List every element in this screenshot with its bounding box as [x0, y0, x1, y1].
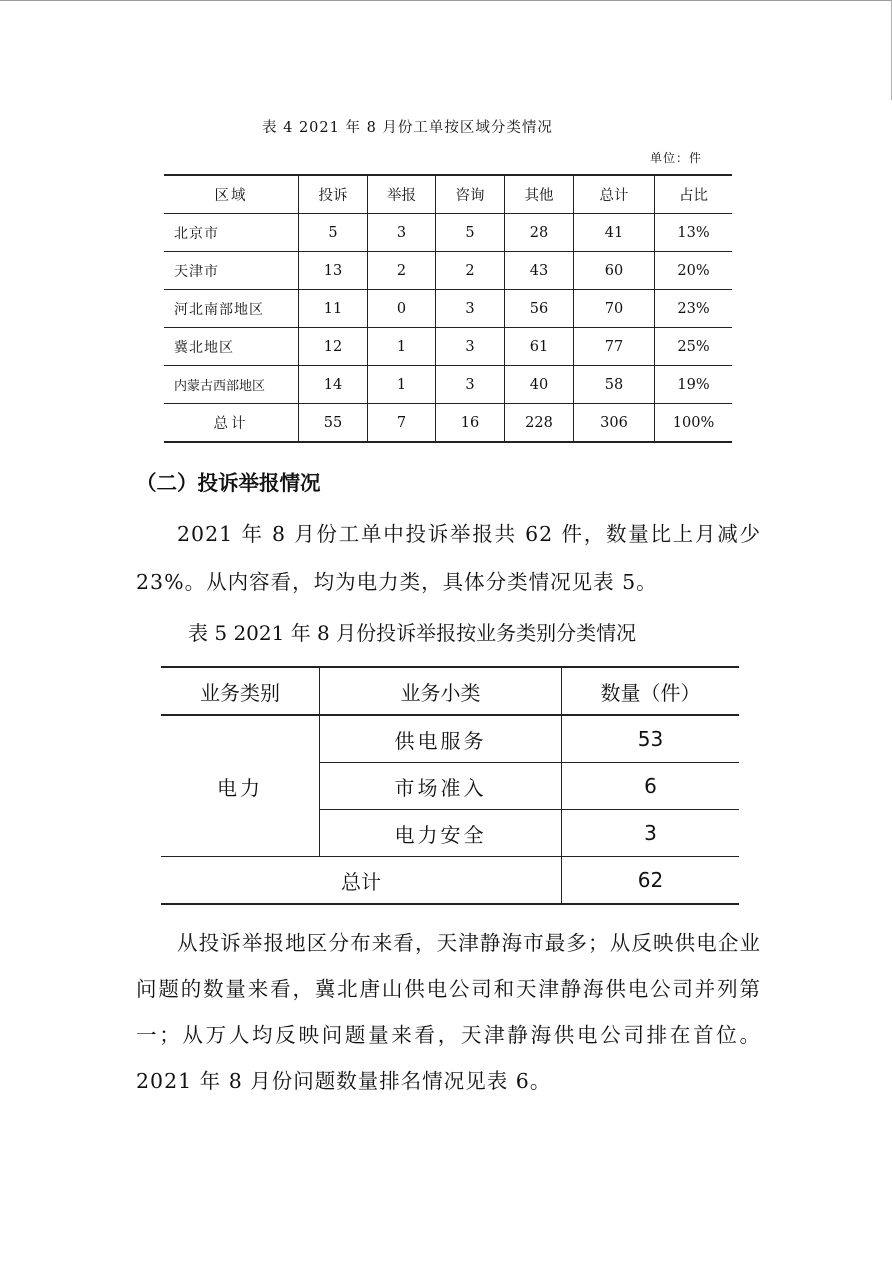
cell-complaint: 12 [299, 328, 368, 366]
table-header-row [164, 175, 732, 214]
cell-total-value: 62 [562, 857, 740, 905]
cell-complaint: 5 [299, 214, 368, 252]
cell-region: 内蒙古西部地区 [164, 366, 299, 404]
header-business-category: 业务类别 [161, 667, 320, 715]
cell-total-complaint: 55 [299, 404, 368, 443]
cell-region: 冀北地区 [164, 328, 299, 366]
cell-total: 77 [574, 328, 655, 366]
cell-complaint: 13 [299, 252, 368, 290]
cell-other: 61 [505, 328, 574, 366]
cell-complaint: 14 [299, 366, 368, 404]
cell-consult: 3 [436, 366, 505, 404]
table-row [164, 290, 732, 328]
cell-consult: 2 [436, 252, 505, 290]
table-row [164, 214, 732, 252]
cell-total: 70 [574, 290, 655, 328]
cell-total: 60 [574, 252, 655, 290]
header-region: 区域 [164, 175, 299, 214]
cell-count: 6 [562, 763, 740, 810]
header-report: 举报 [368, 175, 436, 214]
cell-region: 河北南部地区 [164, 290, 299, 328]
cell-consult: 5 [436, 214, 505, 252]
table-row [164, 328, 732, 366]
header-business-subcategory: 业务小类 [320, 667, 562, 715]
cell-report: 0 [368, 290, 436, 328]
header-consult: 咨询 [436, 175, 505, 214]
cell-share: 23% [655, 290, 733, 328]
cell-total-report: 7 [368, 404, 436, 443]
cell-share: 19% [655, 366, 733, 404]
cell-consult: 3 [436, 290, 505, 328]
section-heading: （二）投诉举报情况 [136, 471, 321, 495]
cell-count: 53 [562, 715, 740, 763]
header-count: 数量（件） [562, 667, 740, 715]
cell-subcategory: 市场准入 [320, 763, 562, 810]
table5-caption: 表 5 2021 年 8 月份投诉举报按业务类别分类情况 [188, 621, 637, 645]
cell-total-share: 100% [655, 404, 733, 443]
cell-subcategory: 供电服务 [320, 715, 562, 763]
cell-region: 北京市 [164, 214, 299, 252]
table-total-row [164, 404, 732, 443]
cell-share: 13% [655, 214, 733, 252]
cell-report: 1 [368, 366, 436, 404]
table-total-row [161, 857, 739, 905]
body-paragraph: 2021 年 8 月份工单中投诉举报共 62 件，数量比上月减少 23%。从内容看，均为电力类，具体分类情况见表 5。 [136, 522, 761, 594]
table4-unit: 单位：件 [650, 151, 703, 165]
cell-total-consult: 16 [436, 404, 505, 443]
cell-share: 25% [655, 328, 733, 366]
cell-other: 40 [505, 366, 574, 404]
cell-region: 天津市 [164, 252, 299, 290]
cell-consult: 3 [436, 328, 505, 366]
cell-report: 2 [368, 252, 436, 290]
cell-complaint: 11 [299, 290, 368, 328]
cell-report: 3 [368, 214, 436, 252]
business-category-table [161, 666, 739, 905]
header-other: 其他 [505, 175, 574, 214]
cell-total-other: 228 [505, 404, 574, 443]
cell-other: 28 [505, 214, 574, 252]
cell-subcategory: 电力安全 [320, 810, 562, 857]
cell-total: 41 [574, 214, 655, 252]
cell-share: 20% [655, 252, 733, 290]
table4-caption: 表 4 2021 年 8 月份工单按区域分类情况 [262, 120, 553, 136]
cell-report: 1 [368, 328, 436, 366]
cell-other: 56 [505, 290, 574, 328]
page-top-edge [0, 0, 892, 1]
table-row [164, 252, 732, 290]
cell-other: 43 [505, 252, 574, 290]
header-total: 总计 [574, 175, 655, 214]
cell-total-total: 306 [574, 404, 655, 443]
table-row [164, 366, 732, 404]
region-table [164, 174, 732, 443]
header-share: 占比 [655, 175, 733, 214]
table-header-row [161, 667, 739, 715]
cell-category: 电力 [161, 715, 320, 857]
cell-total-label: 总计 [164, 404, 299, 443]
cell-count: 3 [562, 810, 740, 857]
cell-total: 58 [574, 366, 655, 404]
body-paragraph: 从投诉举报地区分布来看，天津静海市最多；从反映供电企业问题的数量来看，冀北唐山供电公司和天津静海供电公司并列第一；从万人均反映问题量来看，天津静海供电公司排在首位。2021 年 8 月份问题数量排名情况见表 6。 [136, 931, 761, 1093]
header-complaint: 投诉 [299, 175, 368, 214]
table-row [161, 715, 739, 763]
cell-total-label: 总计 [161, 857, 562, 905]
